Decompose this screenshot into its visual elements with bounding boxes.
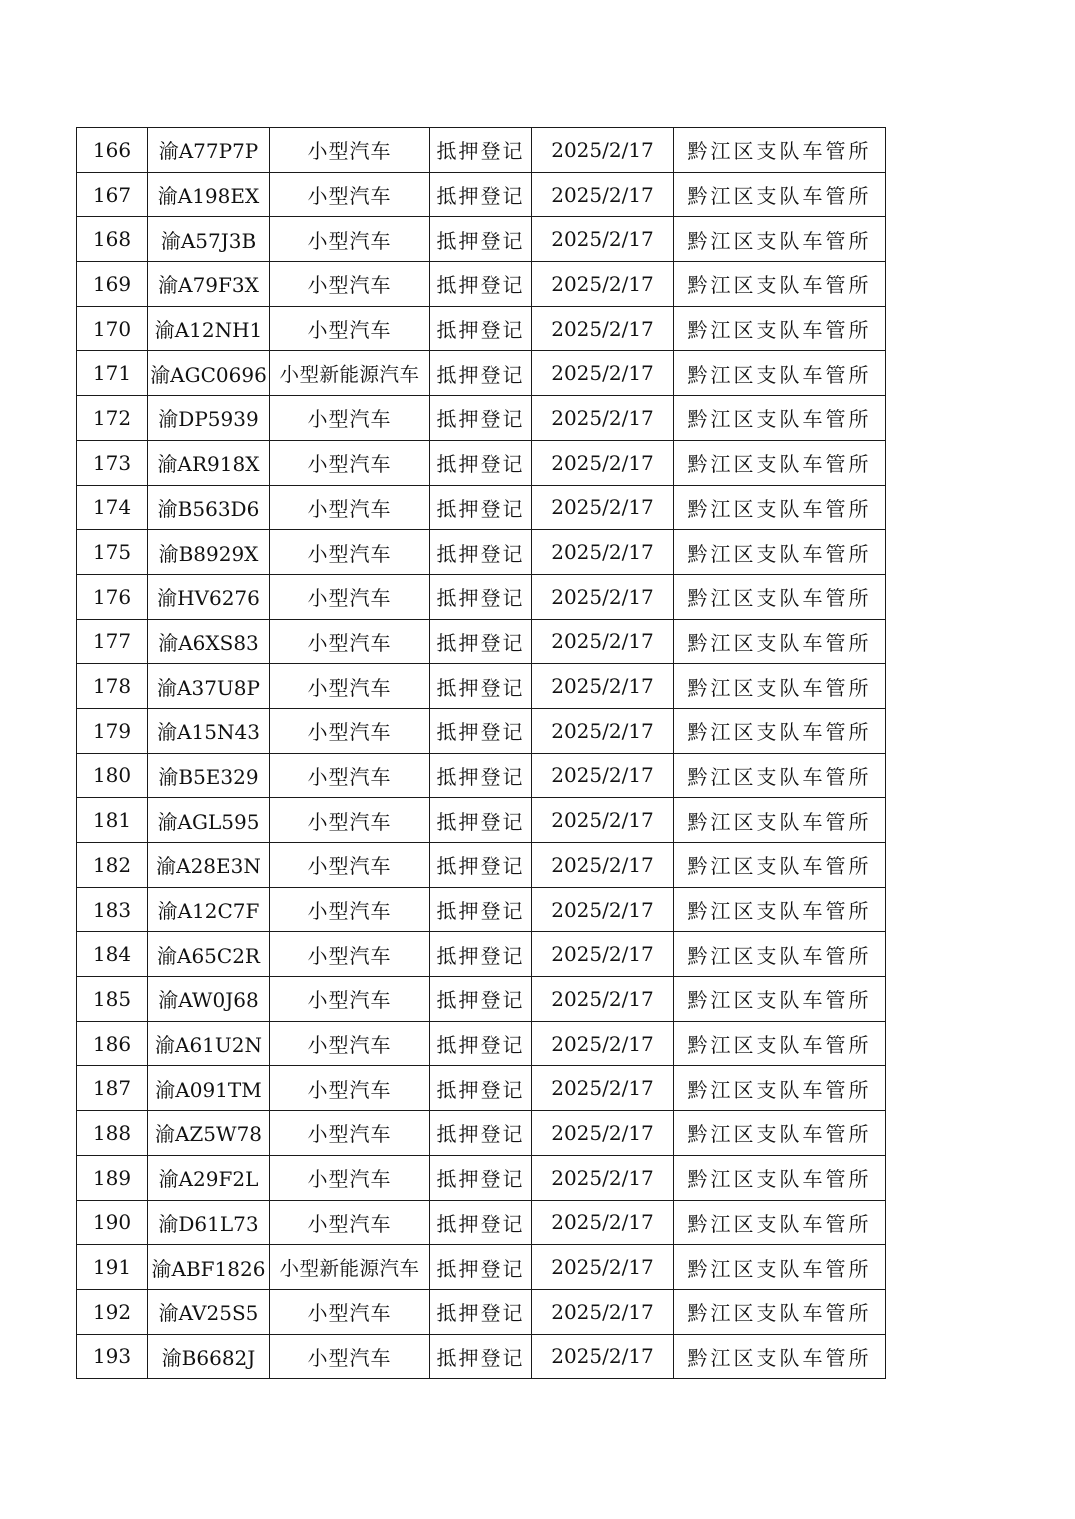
license-plate-cell: 渝A6XS83 bbox=[148, 619, 270, 664]
vehicle-type-cell: 小型汽车 bbox=[270, 262, 430, 307]
table-row bbox=[77, 1334, 886, 1379]
table-row bbox=[77, 217, 886, 262]
table-row bbox=[77, 1111, 886, 1156]
registration-date-cell: 2025/2/17 bbox=[532, 485, 674, 530]
table-row bbox=[77, 574, 886, 619]
vehicle-type-cell: 小型汽车 bbox=[270, 1021, 430, 1066]
license-plate-cell: 渝AR918X bbox=[148, 440, 270, 485]
table-row bbox=[77, 977, 886, 1022]
table-row bbox=[77, 798, 886, 843]
license-plate-cell: 渝A37U8P bbox=[148, 664, 270, 709]
registration-date-cell: 2025/2/17 bbox=[532, 1066, 674, 1111]
row-number-cell: 181 bbox=[77, 798, 148, 843]
vehicle-type-cell: 小型汽车 bbox=[270, 753, 430, 798]
office-name-cell: 黔江区支队车管所 bbox=[674, 306, 886, 351]
row-number-cell: 187 bbox=[77, 1066, 148, 1111]
registration-date-cell: 2025/2/17 bbox=[532, 1289, 674, 1334]
registration-date-cell: 2025/2/17 bbox=[532, 843, 674, 888]
office-name-cell: 黔江区支队车管所 bbox=[674, 798, 886, 843]
office-name-cell: 黔江区支队车管所 bbox=[674, 485, 886, 530]
registration-action-cell: 抵押登记 bbox=[430, 1021, 532, 1066]
table-row bbox=[77, 1155, 886, 1200]
office-name-cell: 黔江区支队车管所 bbox=[674, 440, 886, 485]
registration-action-cell: 抵押登记 bbox=[430, 1289, 532, 1334]
registration-action-cell: 抵押登记 bbox=[430, 1200, 532, 1245]
registration-date-cell: 2025/2/17 bbox=[532, 530, 674, 575]
vehicle-type-cell: 小型汽车 bbox=[270, 1200, 430, 1245]
registration-date-cell: 2025/2/17 bbox=[532, 977, 674, 1022]
registration-action-cell: 抵押登记 bbox=[430, 485, 532, 530]
office-name-cell: 黔江区支队车管所 bbox=[674, 1245, 886, 1290]
license-plate-cell: 渝B563D6 bbox=[148, 485, 270, 530]
vehicle-type-cell: 小型汽车 bbox=[270, 530, 430, 575]
registration-action-cell: 抵押登记 bbox=[430, 172, 532, 217]
registration-action-cell: 抵押登记 bbox=[430, 1245, 532, 1290]
table-row bbox=[77, 1066, 886, 1111]
registration-action-cell: 抵押登记 bbox=[430, 217, 532, 262]
row-number-cell: 185 bbox=[77, 977, 148, 1022]
registration-date-cell: 2025/2/17 bbox=[532, 396, 674, 441]
vehicle-type-cell: 小型汽车 bbox=[270, 172, 430, 217]
vehicle-type-cell: 小型汽车 bbox=[270, 843, 430, 888]
registration-action-cell: 抵押登记 bbox=[430, 619, 532, 664]
vehicle-type-cell: 小型汽车 bbox=[270, 1334, 430, 1379]
registration-date-cell: 2025/2/17 bbox=[532, 574, 674, 619]
registration-action-cell: 抵押登记 bbox=[430, 1066, 532, 1111]
license-plate-cell: 渝A29F2L bbox=[148, 1155, 270, 1200]
office-name-cell: 黔江区支队车管所 bbox=[674, 1155, 886, 1200]
registration-date-cell: 2025/2/17 bbox=[532, 798, 674, 843]
table-row bbox=[77, 262, 886, 307]
license-plate-cell: 渝ABF1826 bbox=[148, 1245, 270, 1290]
office-name-cell: 黔江区支队车管所 bbox=[674, 1066, 886, 1111]
registration-action-cell: 抵押登记 bbox=[430, 530, 532, 575]
license-plate-cell: 渝D61L73 bbox=[148, 1200, 270, 1245]
license-plate-cell: 渝HV6276 bbox=[148, 574, 270, 619]
table-row bbox=[77, 396, 886, 441]
table-row bbox=[77, 128, 886, 173]
vehicle-type-cell: 小型汽车 bbox=[270, 485, 430, 530]
office-name-cell: 黔江区支队车管所 bbox=[674, 977, 886, 1022]
office-name-cell: 黔江区支队车管所 bbox=[674, 1200, 886, 1245]
row-number-cell: 167 bbox=[77, 172, 148, 217]
office-name-cell: 黔江区支队车管所 bbox=[674, 887, 886, 932]
license-plate-cell: 渝A15N43 bbox=[148, 708, 270, 753]
vehicle-type-cell: 小型汽车 bbox=[270, 1289, 430, 1334]
office-name-cell: 黔江区支队车管所 bbox=[674, 128, 886, 173]
vehicle-registration-table bbox=[76, 127, 886, 1379]
table-row bbox=[77, 619, 886, 664]
registration-action-cell: 抵押登记 bbox=[430, 128, 532, 173]
row-number-cell: 192 bbox=[77, 1289, 148, 1334]
registration-date-cell: 2025/2/17 bbox=[532, 932, 674, 977]
row-number-cell: 173 bbox=[77, 440, 148, 485]
registration-date-cell: 2025/2/17 bbox=[532, 262, 674, 307]
license-plate-cell: 渝A61U2N bbox=[148, 1021, 270, 1066]
table-row bbox=[77, 1200, 886, 1245]
registration-action-cell: 抵押登记 bbox=[430, 396, 532, 441]
registration-date-cell: 2025/2/17 bbox=[532, 708, 674, 753]
table-row bbox=[77, 843, 886, 888]
vehicle-type-cell: 小型汽车 bbox=[270, 932, 430, 977]
license-plate-cell: 渝A12C7F bbox=[148, 887, 270, 932]
license-plate-cell: 渝AGC0696 bbox=[148, 351, 270, 396]
row-number-cell: 176 bbox=[77, 574, 148, 619]
license-plate-cell: 渝A198EX bbox=[148, 172, 270, 217]
registration-date-cell: 2025/2/17 bbox=[532, 351, 674, 396]
table-row bbox=[77, 1245, 886, 1290]
registration-date-cell: 2025/2/17 bbox=[532, 128, 674, 173]
license-plate-cell: 渝B5E329 bbox=[148, 753, 270, 798]
vehicle-type-cell: 小型汽车 bbox=[270, 977, 430, 1022]
registration-action-cell: 抵押登记 bbox=[430, 843, 532, 888]
vehicle-type-cell: 小型汽车 bbox=[270, 1066, 430, 1111]
table-row bbox=[77, 351, 886, 396]
row-number-cell: 168 bbox=[77, 217, 148, 262]
office-name-cell: 黔江区支队车管所 bbox=[674, 262, 886, 307]
registration-action-cell: 抵押登记 bbox=[430, 887, 532, 932]
vehicle-type-cell: 小型汽车 bbox=[270, 306, 430, 351]
registration-date-cell: 2025/2/17 bbox=[532, 1334, 674, 1379]
table-row bbox=[77, 708, 886, 753]
license-plate-cell: 渝A65C2R bbox=[148, 932, 270, 977]
office-name-cell: 黔江区支队车管所 bbox=[674, 619, 886, 664]
table-row bbox=[77, 887, 886, 932]
table-row bbox=[77, 530, 886, 575]
office-name-cell: 黔江区支队车管所 bbox=[674, 172, 886, 217]
license-plate-cell: 渝A28E3N bbox=[148, 843, 270, 888]
row-number-cell: 180 bbox=[77, 753, 148, 798]
registration-action-cell: 抵押登记 bbox=[430, 1334, 532, 1379]
vehicle-type-cell: 小型汽车 bbox=[270, 396, 430, 441]
registration-date-cell: 2025/2/17 bbox=[532, 1155, 674, 1200]
license-plate-cell: 渝DP5939 bbox=[148, 396, 270, 441]
vehicle-type-cell: 小型新能源汽车 bbox=[270, 1245, 430, 1290]
vehicle-type-cell: 小型新能源汽车 bbox=[270, 351, 430, 396]
table-row bbox=[77, 172, 886, 217]
table-row bbox=[77, 664, 886, 709]
office-name-cell: 黔江区支队车管所 bbox=[674, 574, 886, 619]
registration-action-cell: 抵押登记 bbox=[430, 262, 532, 307]
row-number-cell: 188 bbox=[77, 1111, 148, 1156]
license-plate-cell: 渝A57J3B bbox=[148, 217, 270, 262]
table-row bbox=[77, 440, 886, 485]
office-name-cell: 黔江区支队车管所 bbox=[674, 664, 886, 709]
table-row bbox=[77, 1021, 886, 1066]
table-row bbox=[77, 753, 886, 798]
vehicle-type-cell: 小型汽车 bbox=[270, 128, 430, 173]
row-number-cell: 177 bbox=[77, 619, 148, 664]
license-plate-cell: 渝A77P7P bbox=[148, 128, 270, 173]
row-number-cell: 184 bbox=[77, 932, 148, 977]
office-name-cell: 黔江区支队车管所 bbox=[674, 932, 886, 977]
row-number-cell: 171 bbox=[77, 351, 148, 396]
table-row bbox=[77, 485, 886, 530]
registration-action-cell: 抵押登记 bbox=[430, 977, 532, 1022]
license-plate-cell: 渝A12NH1 bbox=[148, 306, 270, 351]
registration-action-cell: 抵押登记 bbox=[430, 1155, 532, 1200]
vehicle-type-cell: 小型汽车 bbox=[270, 440, 430, 485]
row-number-cell: 191 bbox=[77, 1245, 148, 1290]
license-plate-cell: 渝A091TM bbox=[148, 1066, 270, 1111]
license-plate-cell: 渝B8929X bbox=[148, 530, 270, 575]
registration-action-cell: 抵押登记 bbox=[430, 351, 532, 396]
office-name-cell: 黔江区支队车管所 bbox=[674, 1021, 886, 1066]
registration-date-cell: 2025/2/17 bbox=[532, 306, 674, 351]
row-number-cell: 175 bbox=[77, 530, 148, 575]
registration-date-cell: 2025/2/17 bbox=[532, 1245, 674, 1290]
registration-action-cell: 抵押登记 bbox=[430, 664, 532, 709]
table-body bbox=[77, 128, 886, 1379]
row-number-cell: 182 bbox=[77, 843, 148, 888]
registration-action-cell: 抵押登记 bbox=[430, 306, 532, 351]
registration-date-cell: 2025/2/17 bbox=[532, 1111, 674, 1156]
row-number-cell: 183 bbox=[77, 887, 148, 932]
row-number-cell: 178 bbox=[77, 664, 148, 709]
registration-action-cell: 抵押登记 bbox=[430, 1111, 532, 1156]
row-number-cell: 189 bbox=[77, 1155, 148, 1200]
row-number-cell: 186 bbox=[77, 1021, 148, 1066]
row-number-cell: 170 bbox=[77, 306, 148, 351]
license-plate-cell: 渝AZ5W78 bbox=[148, 1111, 270, 1156]
license-plate-cell: 渝B6682J bbox=[148, 1334, 270, 1379]
registration-action-cell: 抵押登记 bbox=[430, 708, 532, 753]
license-plate-cell: 渝A79F3X bbox=[148, 262, 270, 307]
office-name-cell: 黔江区支队车管所 bbox=[674, 1334, 886, 1379]
registration-action-cell: 抵押登记 bbox=[430, 753, 532, 798]
registration-date-cell: 2025/2/17 bbox=[532, 1200, 674, 1245]
office-name-cell: 黔江区支队车管所 bbox=[674, 530, 886, 575]
office-name-cell: 黔江区支队车管所 bbox=[674, 217, 886, 262]
row-number-cell: 166 bbox=[77, 128, 148, 173]
vehicle-type-cell: 小型汽车 bbox=[270, 708, 430, 753]
license-plate-cell: 渝AV25S5 bbox=[148, 1289, 270, 1334]
row-number-cell: 174 bbox=[77, 485, 148, 530]
row-number-cell: 172 bbox=[77, 396, 148, 441]
registration-date-cell: 2025/2/17 bbox=[532, 664, 674, 709]
office-name-cell: 黔江区支队车管所 bbox=[674, 1289, 886, 1334]
registration-date-cell: 2025/2/17 bbox=[532, 217, 674, 262]
license-plate-cell: 渝AGL595 bbox=[148, 798, 270, 843]
office-name-cell: 黔江区支队车管所 bbox=[674, 1111, 886, 1156]
vehicle-type-cell: 小型汽车 bbox=[270, 887, 430, 932]
office-name-cell: 黔江区支队车管所 bbox=[674, 753, 886, 798]
table-row bbox=[77, 1289, 886, 1334]
vehicle-type-cell: 小型汽车 bbox=[270, 619, 430, 664]
vehicle-type-cell: 小型汽车 bbox=[270, 1155, 430, 1200]
registration-action-cell: 抵押登记 bbox=[430, 932, 532, 977]
registration-action-cell: 抵押登记 bbox=[430, 440, 532, 485]
vehicle-type-cell: 小型汽车 bbox=[270, 1111, 430, 1156]
row-number-cell: 179 bbox=[77, 708, 148, 753]
office-name-cell: 黔江区支队车管所 bbox=[674, 708, 886, 753]
license-plate-cell: 渝AW0J68 bbox=[148, 977, 270, 1022]
registration-date-cell: 2025/2/17 bbox=[532, 753, 674, 798]
vehicle-type-cell: 小型汽车 bbox=[270, 574, 430, 619]
vehicle-type-cell: 小型汽车 bbox=[270, 217, 430, 262]
registration-action-cell: 抵押登记 bbox=[430, 798, 532, 843]
table-row bbox=[77, 932, 886, 977]
office-name-cell: 黔江区支队车管所 bbox=[674, 843, 886, 888]
registration-date-cell: 2025/2/17 bbox=[532, 172, 674, 217]
registration-date-cell: 2025/2/17 bbox=[532, 887, 674, 932]
table-row bbox=[77, 306, 886, 351]
registration-date-cell: 2025/2/17 bbox=[532, 440, 674, 485]
row-number-cell: 193 bbox=[77, 1334, 148, 1379]
registration-action-cell: 抵押登记 bbox=[430, 574, 532, 619]
registration-date-cell: 2025/2/17 bbox=[532, 1021, 674, 1066]
office-name-cell: 黔江区支队车管所 bbox=[674, 351, 886, 396]
registration-date-cell: 2025/2/17 bbox=[532, 619, 674, 664]
vehicle-type-cell: 小型汽车 bbox=[270, 664, 430, 709]
vehicle-type-cell: 小型汽车 bbox=[270, 798, 430, 843]
row-number-cell: 190 bbox=[77, 1200, 148, 1245]
row-number-cell: 169 bbox=[77, 262, 148, 307]
office-name-cell: 黔江区支队车管所 bbox=[674, 396, 886, 441]
